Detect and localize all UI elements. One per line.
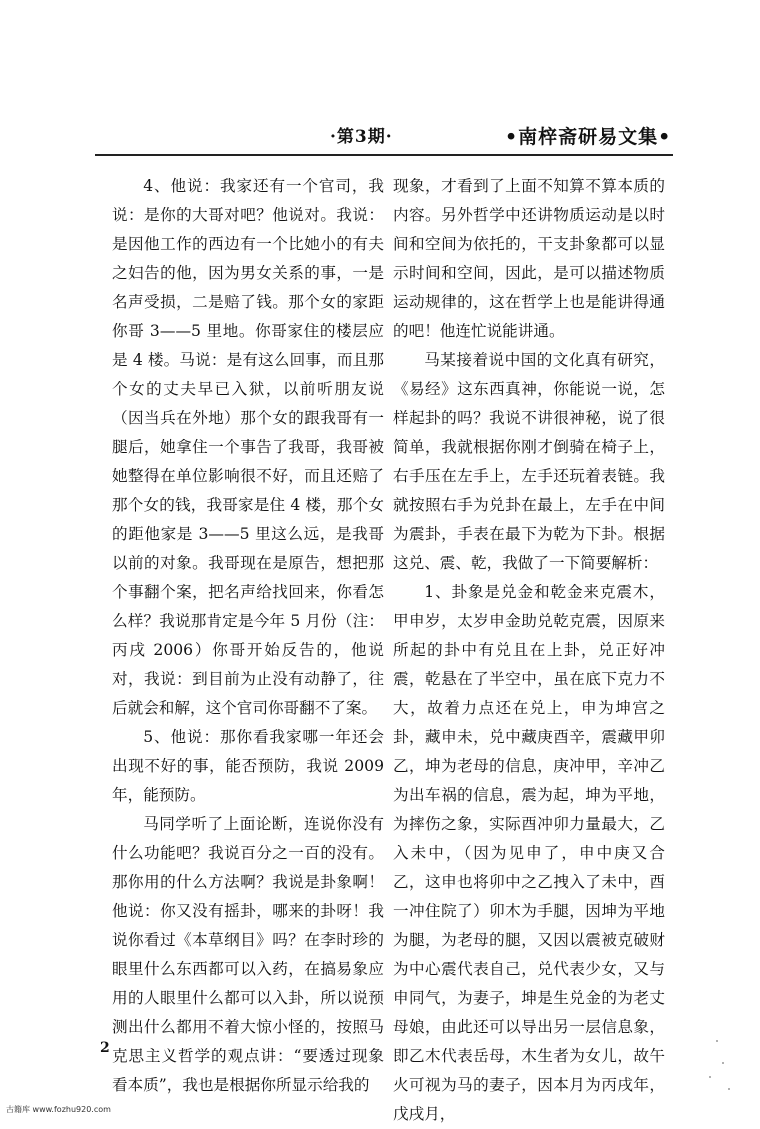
paragraph: 5、他说：那你看我家哪一年还会出现不好的事，能否预防，我说 2009 年，能预防。	[112, 728, 384, 804]
paragraph: 马某接着说中国的文化真有研究，《易经》这东西真神，你能说一说，怎样起卦的吗？我说不讲很神秘，说了很简单，我就根据你刚才倒骑在椅子上，右手压在左手上，左手还玩着表链。我就按照右手为兑卦在最上，左手在中间为震卦，手表在最下为乾为下卦。根据这兑、震、乾，我做了一下简要解析：	[393, 351, 665, 572]
scan-speck	[728, 1088, 730, 1090]
footer-watermark: 古籍库 www.fozhu920.com	[6, 1105, 111, 1114]
paragraph: 现象，才看到了上面不知算不算本质的内容。另外哲学中还讲物质运动是以时间和空间为依托的，干支卦象都可以显示时间和空间，因此，是可以描述物质运动规律的，这在哲学上也是能讲得通的吧！他连忙说能讲通。	[393, 177, 665, 340]
page-number: 2	[100, 1040, 110, 1056]
right-column	[393, 172, 665, 1129]
paragraph: 1、卦象是兑金和乾金来克震木，甲申岁，太岁申金助兑乾克震，因原来所起的卦中有兑且在上卦，兑正好冲震，乾悬在了半空中，虽在底下克力不大，故着力点还在兑上，申为坤宫之卦，藏申未，兑中藏庚酉辛，震藏甲卯乙，坤为老母的信息，庚冲甲，辛冲乙为出车祸的信息，震为起，坤为平地，为摔伤之象，实际酉冲卯力量最大，乙入未中，（因为见申了，申中庚又合乙，这申也将卯中之乙拽入了未中，酉一冲住院了）卯木为手腿，因坤为平地为腿，为老母的腿，又因以震被克破财为中心震代表自己，兑代表少女，又与申同气，为妻子，坤是生兑金的为老丈母娘，由此还可以导出另一层信息象，即乙木代表岳母，木生者为女儿，故午火可视为马的妻子，因本月为丙戌年，戊戌月，	[393, 583, 665, 1123]
issue-label: ·第3期·	[330, 127, 393, 147]
running-header	[95, 122, 675, 152]
scan-speck	[722, 1062, 724, 1064]
header-rule	[95, 154, 673, 156]
left-column	[112, 172, 384, 1100]
scan-speck	[716, 1040, 718, 1042]
paragraph: 马同学听了上面论断，连说你没有什么功能吧？我说百分之一百的没有。那你用的什么方法啊？我说是卦象啊！他说：你又没有摇卦，哪来的卦呀！我说你看过《本草纲目》吗？在李时珍的眼里什么东西都可以入药，在搞易象应用的人眼里什么都可以入卦，所以说预测出什么都用不着大惊小怪的，按照马克思主义哲学的观点讲：“要透过现象看本质”，我也是根据你所显示给我的	[112, 815, 384, 1094]
series-title: •南梓斋研易文集•	[505, 126, 672, 148]
scan-speck	[709, 1076, 711, 1078]
paragraph: 4、他说：我家还有一个官司，我说：是你的大哥对吧？他说对。我说：是因他工作的西边有一个比她小的有夫之妇告的他，因为男女关系的事，一是名声受损，二是赔了钱。那个女的家距你哥 3——5 里地。你哥家住的楼层应是 4 楼。马说：是有这么回事，而且那个女的丈夫早已入狱，以前听朋友说（因当兵在外地）那个女的跟我哥有一腿后，她拿住一个事告了我哥，我哥被她整得在单位影响很不好，而且还赔了那个女的钱，我哥家是住 4 楼，那个女的距他家是 3——5 里这么远，是我哥以前的对象。我哥现在是原告，想把那个事翻个案，把名声给找回来，你看怎么样？我说那肯定是今年 5 月份（注：丙戌 2006）你哥开始反告的，他说对，我说：到目前为止没有动静了，往后就会和解，这个官司你哥翻不了案。	[112, 177, 384, 717]
